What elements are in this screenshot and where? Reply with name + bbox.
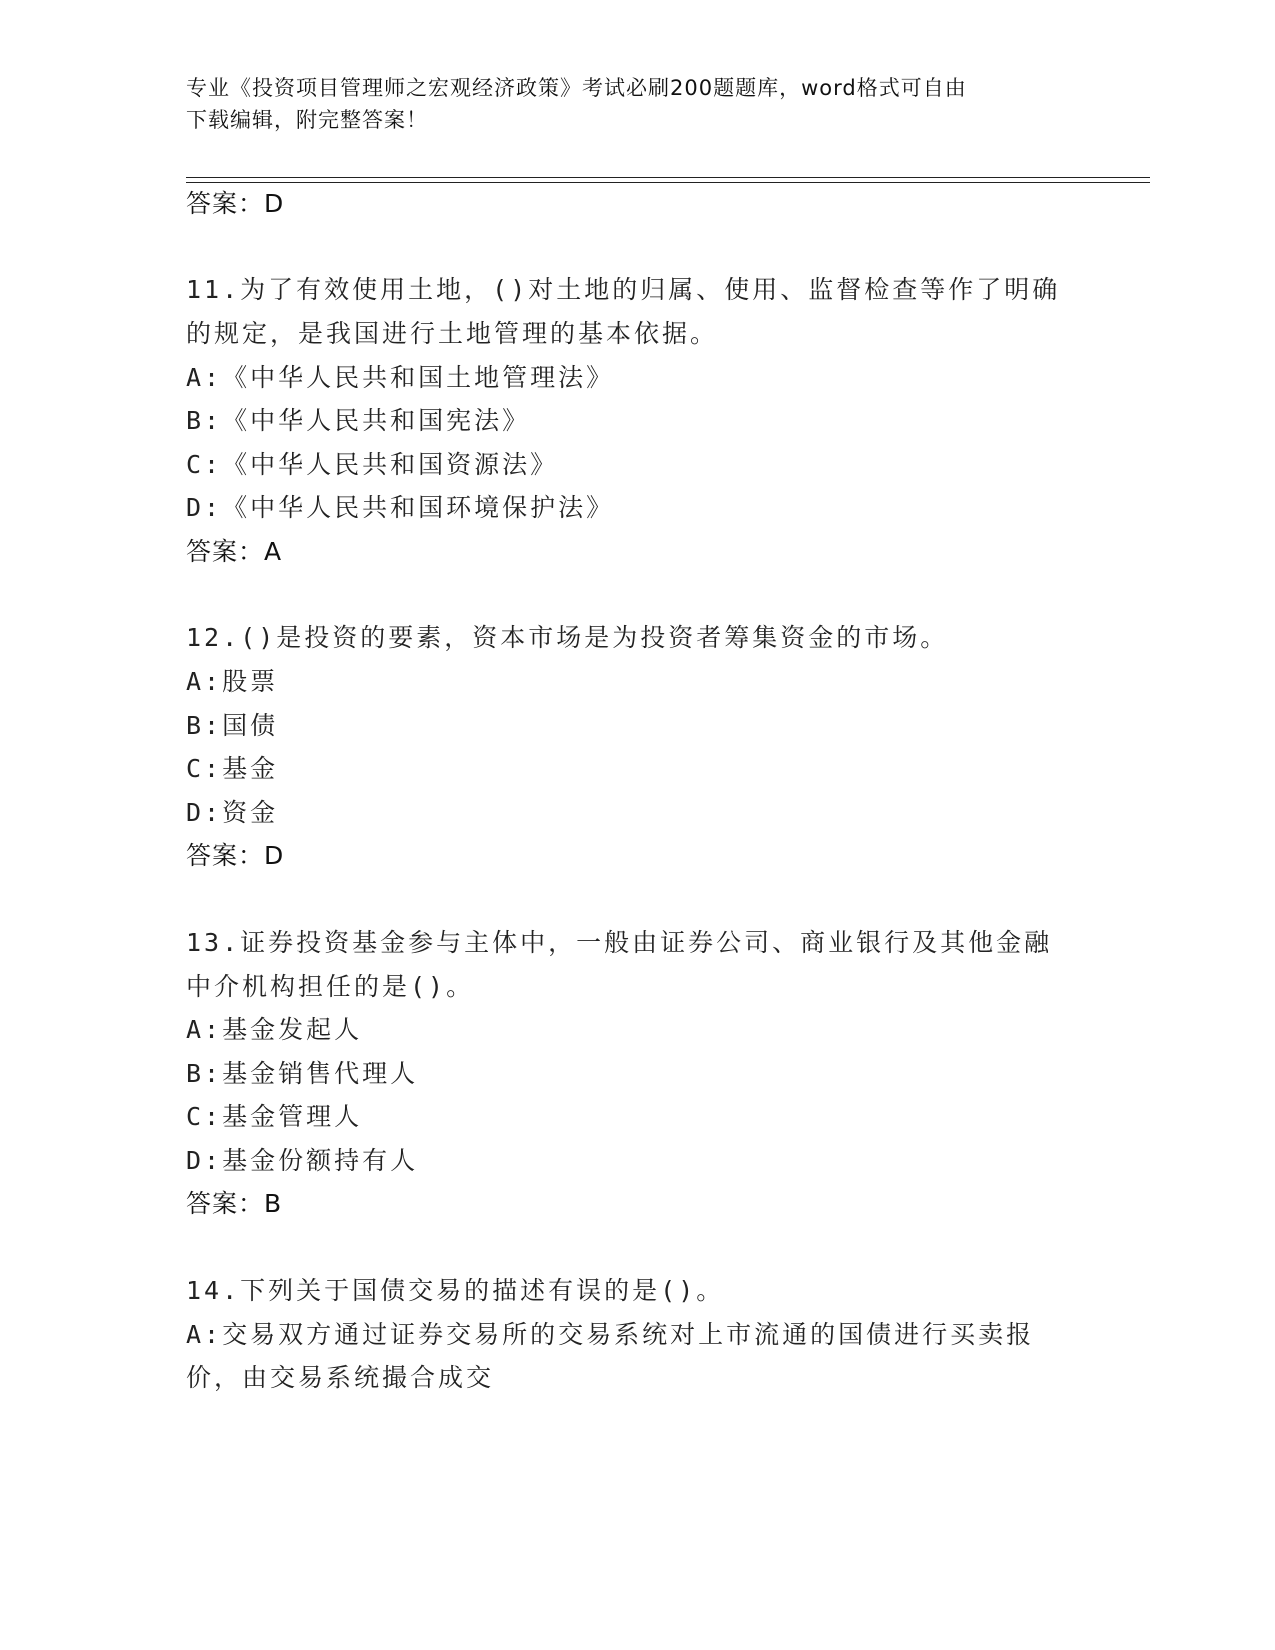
question-13-stem: 中介机构担任的是()。 — [186, 972, 475, 1001]
document-header — [186, 72, 1066, 136]
question-11-stem: 11.为了有效使用土地，()对土地的归属、使用、监督检查等作了明确 — [186, 275, 1061, 304]
question-13-option-c: C:基金管理人 — [186, 1102, 363, 1131]
question-12-option-d: D:资金 — [186, 798, 279, 827]
header-rule-bottom — [186, 182, 1150, 183]
question-13-stem: 13.证券投资基金参与主体中，一般由证券公司、商业银行及其他金融 — [186, 928, 1053, 957]
answer-label: 答案： — [186, 841, 265, 870]
question-12-option-c: C:基金 — [186, 754, 279, 783]
question-12-stem: 12.()是投资的要素，资本市场是为投资者筹集资金的市场。 — [186, 623, 949, 652]
answer-label: 答案： — [186, 537, 265, 566]
header-line-2: 下载编辑，附完整答案！ — [186, 108, 428, 132]
question-11-option-a: A:《中华人民共和国土地管理法》 — [186, 363, 615, 392]
answer-line — [186, 1186, 282, 1222]
question-14-stem: 14.下列关于国债交易的描述有误的是()。 — [186, 1276, 725, 1305]
question-11-option-c: C:《中华人民共和国资源法》 — [186, 450, 559, 479]
question-14-option-a-continued: 价，由交易系统撮合成交 — [186, 1363, 495, 1392]
answer-line — [186, 838, 284, 874]
header-line-1: 专业《投资项目管理师之宏观经济政策》考试必刷200题题库，word格式可自由 — [186, 76, 967, 100]
answer-label: 答案： — [186, 1189, 265, 1218]
answer-value: D — [264, 841, 285, 870]
question-14-option-a: A:交易双方通过证券交易所的交易系统对上市流通的国债进行买卖报 — [186, 1320, 1035, 1349]
question-12-option-a: A:股票 — [186, 667, 279, 696]
question-11-option-b: B:《中华人民共和国宪法》 — [186, 406, 531, 435]
question-11-stem: 的规定，是我国进行土地管理的基本依据。 — [186, 319, 719, 348]
question-11-option-d: D:《中华人民共和国环境保护法》 — [186, 493, 615, 522]
header-rule-top — [186, 177, 1150, 178]
answer-line — [186, 186, 284, 222]
answer-line — [186, 534, 282, 570]
answer-value: A — [264, 537, 283, 566]
answer-value: B — [264, 1189, 283, 1218]
answer-label: 答案： — [186, 189, 265, 218]
answer-value: D — [264, 189, 285, 218]
question-12-option-b: B:国债 — [186, 711, 279, 740]
question-13-option-d: D:基金份额持有人 — [186, 1146, 419, 1175]
question-13-option-b: B:基金销售代理人 — [186, 1059, 419, 1088]
question-13-option-a: A:基金发起人 — [186, 1015, 363, 1044]
